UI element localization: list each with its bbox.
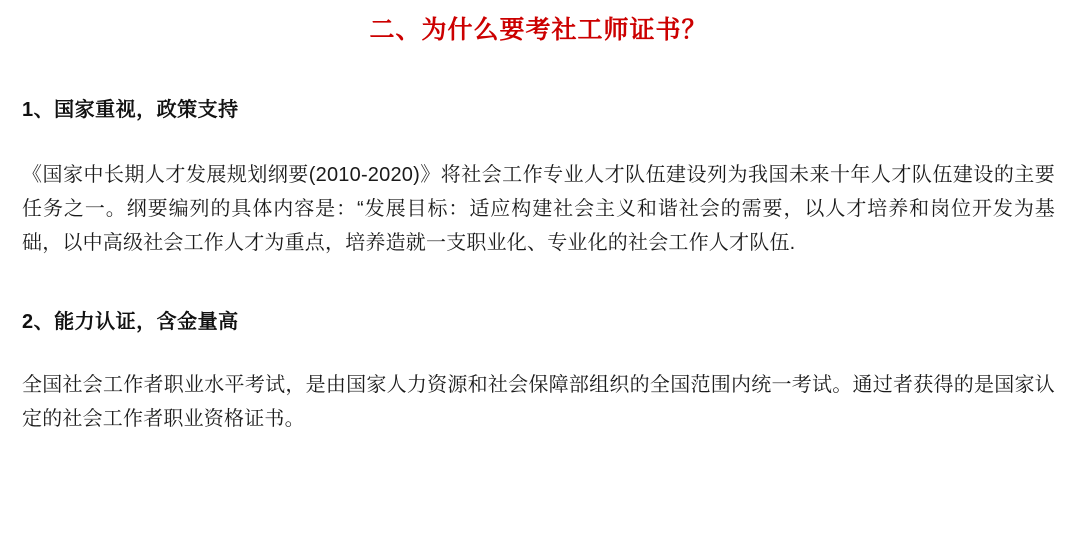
section-paragraph-2: 全国社会工作者职业水平考试，是由国家人力资源和社会保障部组织的全国范围内统一考试。通过者获得的是国家认定的社会工作者职业资格证书。 — [22, 373, 1055, 431]
section-heading-1: 1、国家重视，政策支持 — [22, 98, 239, 121]
page-title: 二、为什么要考社工师证书？ — [369, 16, 708, 44]
section-paragraph-1: 《国家中长期人才发展规划纲要(2010-2020)》将社会工作专业人才队伍建设列为我国未来十年人才队伍建设的主要任务之一。纲要编列的具体内容是：“发展目标：适应构建社会主义和谐社会的需要，以人才培养和岗位开发为基础，以中高级社会工作人才为重点，培养造就一支职业化、专业化的社会工作人才队伍. — [22, 163, 1055, 255]
section-heading-2: 2、能力认证，含金量高 — [22, 310, 239, 333]
